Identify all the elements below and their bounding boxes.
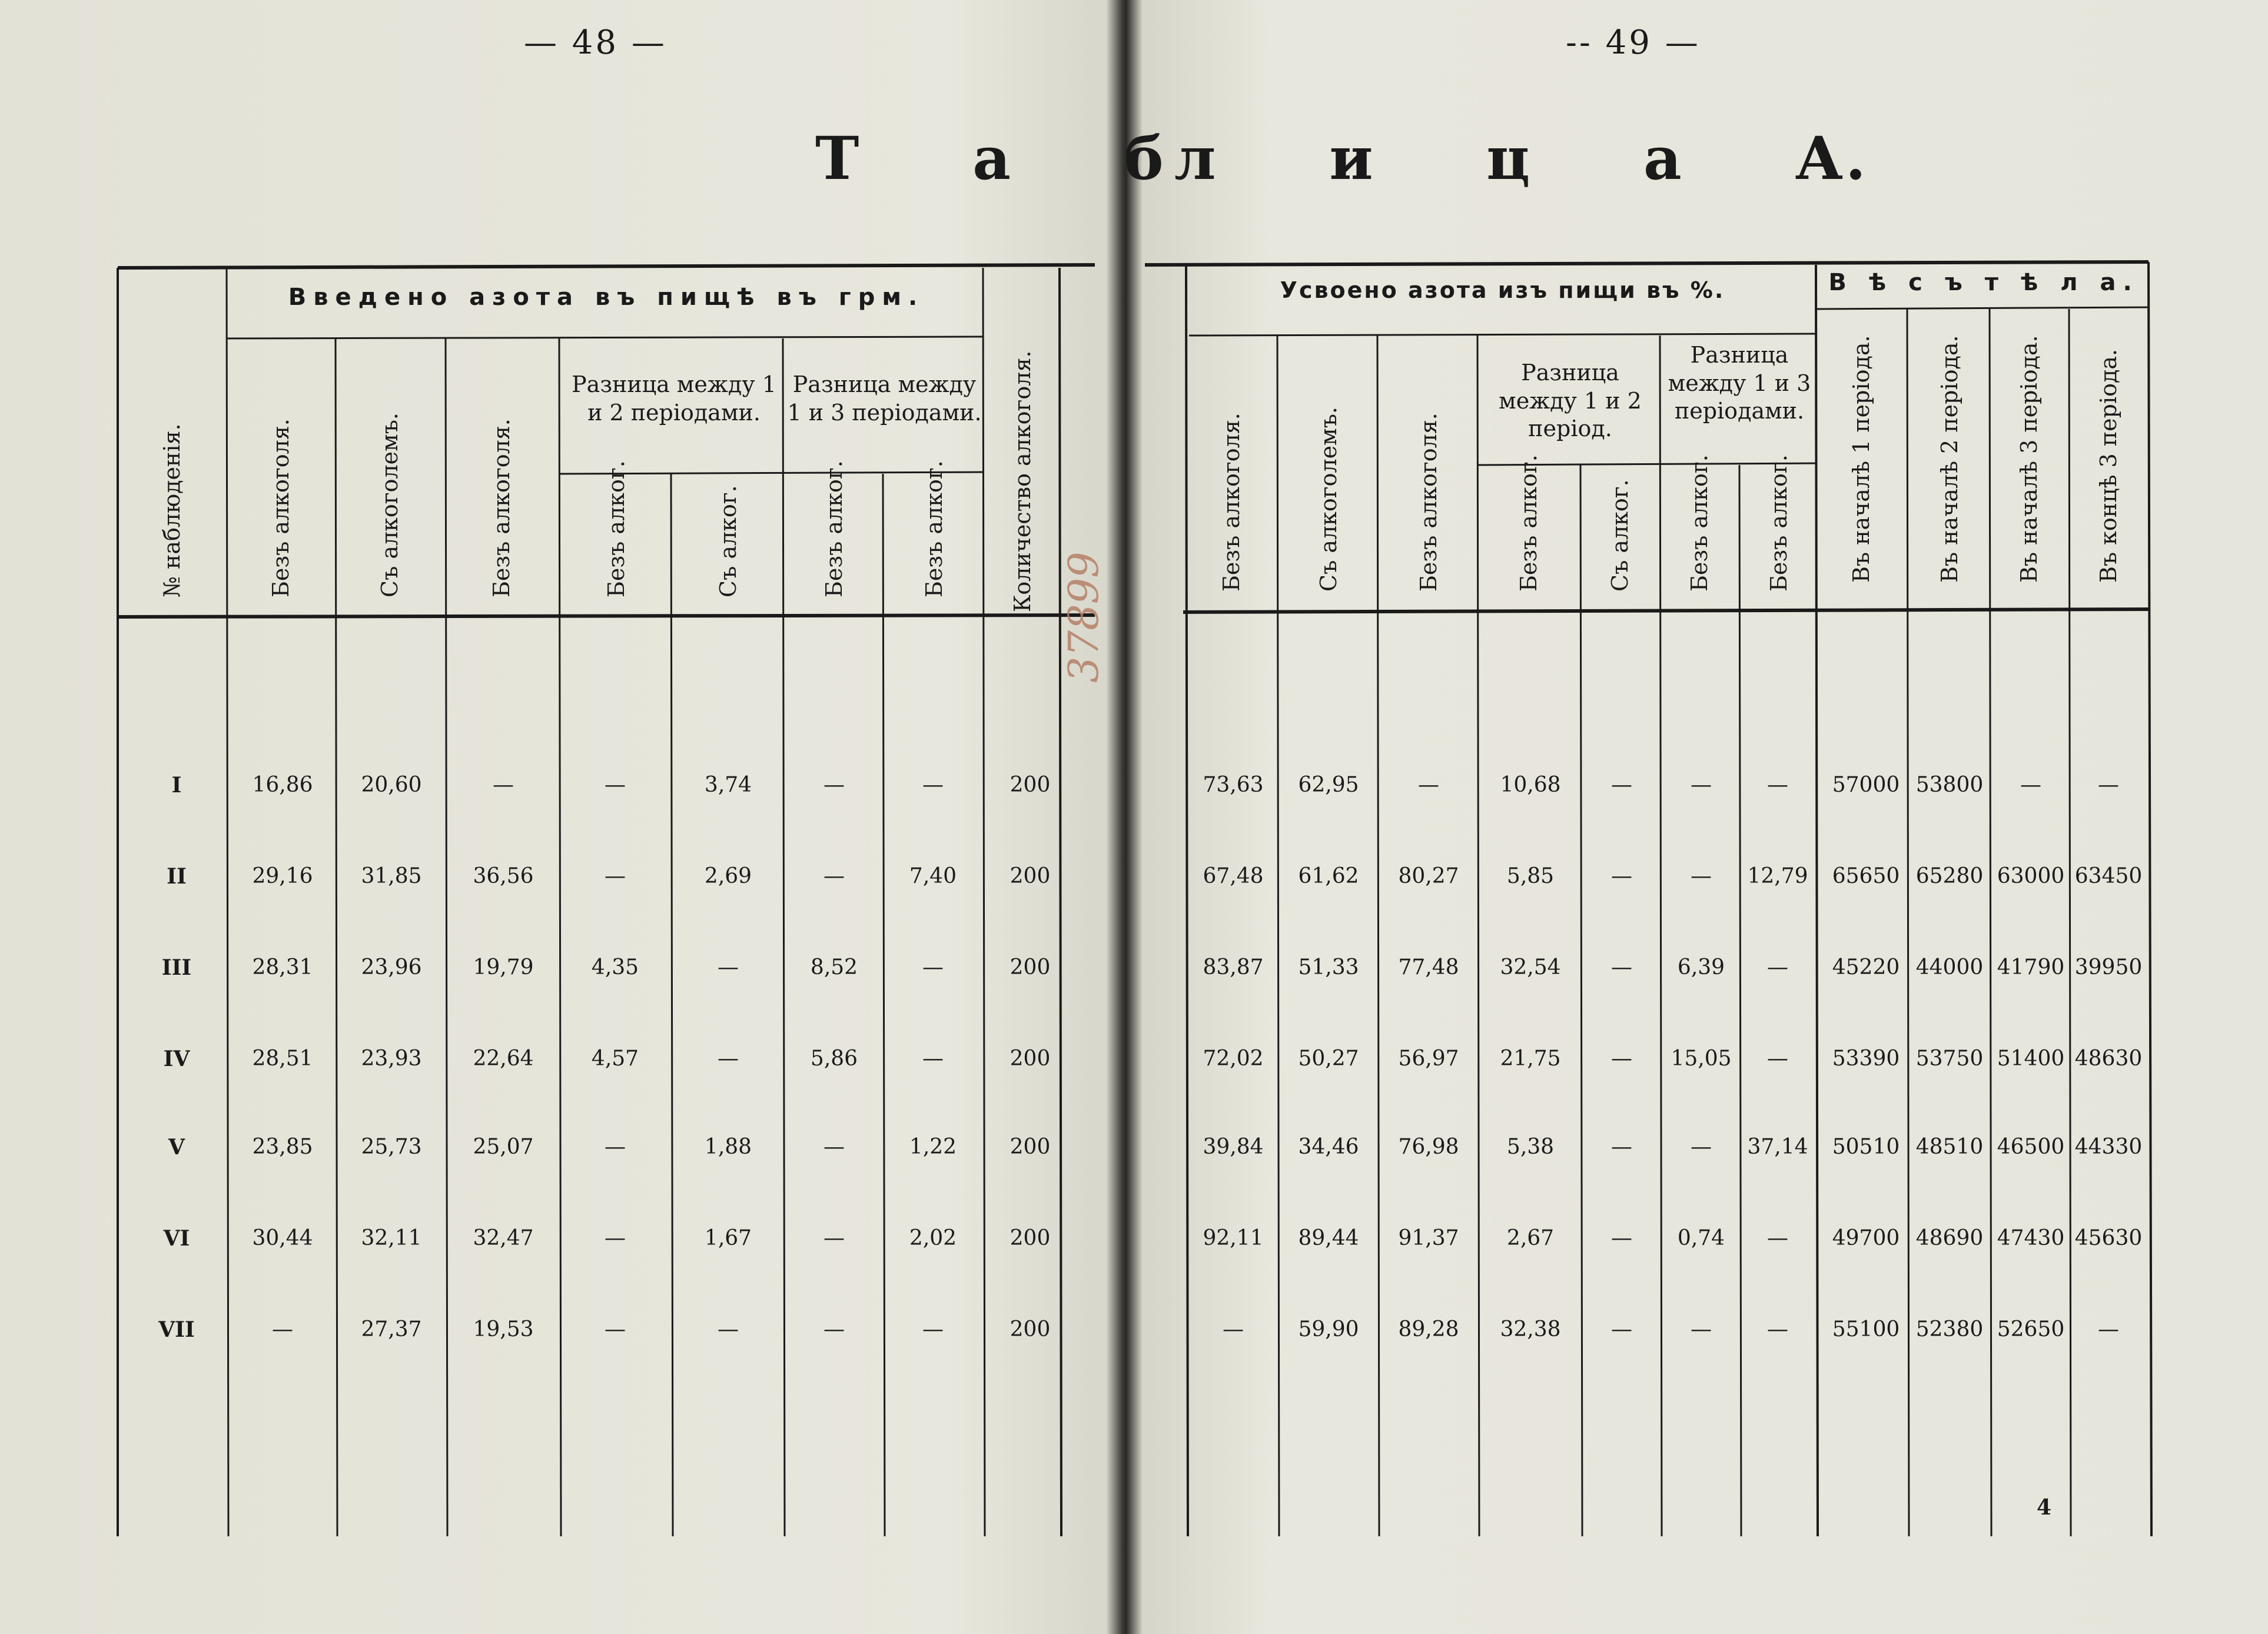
right-table-cell: 6,39: [1677, 955, 1725, 979]
left-table-cell: —: [605, 864, 626, 888]
left-table-cell: 23,93: [361, 1047, 422, 1071]
signature-mark: 4: [2037, 1495, 2052, 1520]
left-table-cell: —: [605, 1226, 626, 1250]
right-table-cell: 48510: [1915, 1135, 1984, 1159]
left-table-cell: 36,56: [473, 864, 534, 888]
right-table-cell: —: [1767, 1226, 1788, 1250]
left-table-cell: 28,31: [252, 955, 313, 979]
left-table-cell: —: [823, 773, 845, 797]
left-col-alcohol-amount: Количество алкоголя.: [1010, 350, 1035, 612]
right-table-cell: 5,38: [1506, 1135, 1555, 1159]
left-col-observation-num: № наблюденія.: [159, 423, 185, 597]
row-number: VII: [158, 1317, 195, 1342]
right-group-header: Усвоено азота изъ пищи въ %.: [1280, 277, 1725, 303]
body-weight-header: В ѣ с ъ т ѣ л а.: [1828, 269, 2139, 296]
right-table-cell: 37,14: [1747, 1135, 1808, 1159]
left-table-cell: 19,79: [473, 955, 534, 979]
left-table-cell: 23,96: [361, 955, 422, 979]
right-table-cell: 45220: [1832, 955, 1900, 979]
left-table-cell: —: [922, 1047, 944, 1071]
row-number: III: [161, 955, 192, 980]
right-table-cell: 50,27: [1298, 1047, 1359, 1071]
left-table-cell: 16,86: [252, 773, 313, 797]
right-table-cell: 5,85: [1506, 864, 1555, 888]
right-table-cell: 47430: [1997, 1226, 2065, 1250]
right-table-cell: —: [2098, 773, 2119, 797]
left-table-cell: —: [823, 1226, 845, 1250]
table-title-right: л и ц а А.: [1174, 124, 1868, 193]
right-table-cell: 73,63: [1203, 773, 1264, 797]
left-table-cell: —: [823, 864, 845, 888]
right-table-cell: 89,44: [1298, 1226, 1359, 1250]
right-col-diff12-without: Безъ алког.: [1516, 454, 1542, 592]
right-table-cell: 39950: [2074, 955, 2143, 979]
right-col-diff12-with: Съ алког.: [1607, 479, 1633, 592]
row-number: IV: [163, 1047, 190, 1071]
right-table-cell: 52380: [1915, 1317, 1984, 1341]
right-table-cell: 57000: [1832, 773, 1900, 797]
right-table-cell: 80,27: [1398, 864, 1459, 888]
right-table-cell: 10,68: [1500, 773, 1561, 797]
right-table-cell: 21,75: [1500, 1047, 1561, 1071]
left-table-cell: —: [922, 955, 944, 979]
right-table-cell: 63000: [1997, 864, 2065, 888]
left-table-cell: 23,85: [252, 1135, 313, 1159]
left-table-cell: 20,60: [361, 773, 422, 797]
left-table-cell: 5,86: [810, 1047, 858, 1071]
right-table-cell: —: [1611, 773, 1632, 797]
right-table-cell: 15,05: [1671, 1047, 1732, 1071]
right-table-cell: 41790: [1997, 955, 2065, 979]
left-table-cell: 22,64: [473, 1047, 534, 1071]
right-col-with-alcohol: Съ алкоголемъ.: [1316, 407, 1341, 592]
row-number: V: [168, 1135, 185, 1160]
right-table-cell: 51,33: [1298, 955, 1359, 979]
page-number-left: — 48 —: [524, 24, 667, 62]
left-col-diff12-with: Съ алког.: [715, 485, 741, 597]
table-title-left: Т а б: [815, 124, 1166, 193]
left-table-cell: 30,44: [252, 1226, 313, 1250]
left-table-cell: 25,73: [361, 1135, 422, 1159]
right-diff13-header: Разница между 1 и 3 періодами.: [1668, 342, 1811, 424]
handwritten-catalog-note: 37899: [1060, 552, 1108, 683]
left-table-cell: 31,85: [361, 864, 422, 888]
page-number-right: -- 49 —: [1566, 24, 1701, 62]
right-table-cell: —: [2020, 773, 2041, 797]
right-table-cell: —: [1611, 864, 1632, 888]
left-col-with-alcohol: Съ алкоголемъ.: [377, 413, 403, 597]
right-table-cell: 51400: [1997, 1047, 2065, 1071]
right-table-cell: 55100: [1832, 1317, 1900, 1341]
left-col-without-alcohol-3: Безъ алкоголя.: [489, 419, 514, 597]
right-table-cell: 53390: [1832, 1047, 1900, 1071]
left-table-cell: 200: [1010, 1226, 1051, 1250]
left-table-cell: —: [605, 773, 626, 797]
left-table-cell: 200: [1010, 773, 1051, 797]
right-table-cell: —: [1767, 1317, 1788, 1341]
row-number: II: [167, 864, 187, 889]
left-col-diff12-without: Безъ алког.: [603, 460, 629, 597]
right-table-cell: 61,62: [1298, 864, 1359, 888]
left-table-cell: 2,69: [704, 864, 752, 888]
row-number: VI: [163, 1226, 190, 1251]
left-table-cell: 7,40: [909, 864, 957, 888]
right-table-cell: 67,48: [1203, 864, 1264, 888]
left-table-cell: 200: [1010, 1135, 1051, 1159]
right-table-cell: 32,54: [1500, 955, 1561, 979]
right-table-cell: 65650: [1832, 864, 1900, 888]
right-table-cell: 53750: [1915, 1047, 1984, 1071]
right-table-cell: 46500: [1997, 1135, 2065, 1159]
left-table-cell: 8,52: [810, 955, 858, 979]
right-table-cell: 2,67: [1506, 1226, 1555, 1250]
right-col-without-alcohol-3: Безъ алкоголя.: [1416, 413, 1442, 592]
right-table-cell: 32,38: [1500, 1317, 1561, 1341]
right-table-cell: 62,95: [1298, 773, 1359, 797]
left-col-diff13-without-a: Безъ алког.: [821, 460, 847, 597]
left-table-cell: —: [718, 955, 739, 979]
right-table-cell: 0,74: [1677, 1226, 1725, 1250]
left-col-without-alcohol-1: Безъ алкоголя.: [268, 419, 294, 597]
left-table-cell: —: [922, 773, 944, 797]
left-table-cell: 3,74: [704, 773, 752, 797]
right-table-cell: 44330: [2074, 1135, 2143, 1159]
right-table-cell: 56,97: [1398, 1047, 1459, 1071]
right-table-cell: 48630: [2074, 1047, 2143, 1071]
right-col-weight-start-2: Въ началѣ 2 періода.: [1937, 335, 1962, 583]
right-table-cell: —: [1691, 773, 1712, 797]
right-table-cell: 92,11: [1203, 1226, 1264, 1250]
right-table-cell: 45630: [2074, 1226, 2143, 1250]
right-table-cell: —: [1767, 773, 1788, 797]
row-number: I: [171, 773, 182, 798]
right-table-cell: 89,28: [1398, 1317, 1459, 1341]
right-table-cell: —: [2098, 1317, 2119, 1341]
right-table-cell: 63450: [2074, 864, 2143, 888]
left-table-cell: 1,67: [704, 1226, 752, 1250]
right-diff12-header: Разница между 1 и 2 період.: [1499, 360, 1642, 441]
left-diff12-header: Разница между 1 и 2 періодами.: [572, 371, 776, 426]
left-table-cell: 200: [1010, 955, 1051, 979]
right-col-weight-end-3: Въ концѣ 3 періода.: [2096, 348, 2121, 583]
left-diff13-header: Разница между 1 и 3 періодами.: [787, 371, 982, 426]
right-table-cell: —: [1691, 1317, 1712, 1341]
left-table-cell: —: [718, 1047, 739, 1071]
right-table-cell: 12,79: [1747, 864, 1808, 888]
right-table-cell: 72,02: [1203, 1047, 1264, 1071]
right-col-diff13-without-a: Безъ алког.: [1686, 454, 1712, 592]
right-table-cell: 44000: [1915, 955, 1984, 979]
left-table-cell: 28,51: [252, 1047, 313, 1071]
left-table-cell: 200: [1010, 864, 1051, 888]
right-table-cell: —: [1611, 1317, 1632, 1341]
right-table-cell: —: [1691, 864, 1712, 888]
left-table-cell: 19,53: [473, 1317, 534, 1341]
left-table-cell: 1,22: [909, 1135, 957, 1159]
right-table-cell: —: [1691, 1135, 1712, 1159]
right-table-cell: —: [1611, 1226, 1632, 1250]
left-table-cell: —: [493, 773, 514, 797]
right-table-cell: 59,90: [1298, 1317, 1359, 1341]
right-table-cell: 83,87: [1203, 955, 1264, 979]
right-table-cell: 48690: [1915, 1226, 1984, 1250]
right-table-cell: —: [1767, 1047, 1788, 1071]
right-table-cell: 52650: [1997, 1317, 2065, 1341]
left-table-cell: —: [272, 1317, 293, 1341]
left-table-cell: 4,57: [591, 1047, 639, 1071]
right-table-cell: 49700: [1832, 1226, 1900, 1250]
right-col-diff13-without-b: Безъ алког.: [1766, 454, 1792, 592]
left-table-cell: 200: [1010, 1047, 1051, 1071]
right-table-cell: —: [1418, 773, 1439, 797]
right-table-cell: 91,37: [1398, 1226, 1459, 1250]
right-table-cell: —: [1611, 955, 1632, 979]
left-table-cell: 32,11: [361, 1226, 422, 1250]
left-table-cell: 25,07: [473, 1135, 534, 1159]
right-table-cell: 50510: [1832, 1135, 1900, 1159]
right-table-cell: —: [1611, 1047, 1632, 1071]
left-table-cell: —: [605, 1135, 626, 1159]
right-table-cell: —: [1611, 1135, 1632, 1159]
left-table-cell: 200: [1010, 1317, 1051, 1341]
left-table-cell: 1,88: [704, 1135, 752, 1159]
right-table-cell: 53800: [1915, 773, 1984, 797]
left-table-cell: 27,37: [361, 1317, 422, 1341]
right-table-cell: 77,48: [1398, 955, 1459, 979]
right-table-cell: 76,98: [1398, 1135, 1459, 1159]
right-col-weight-start-3: Въ началѣ 3 періода.: [2016, 335, 2042, 583]
left-table-cell: —: [823, 1135, 845, 1159]
left-table-cell: —: [605, 1317, 626, 1341]
left-table-cell: —: [823, 1317, 845, 1341]
left-table-cell: 29,16: [252, 864, 313, 888]
left-table-cell: 2,02: [909, 1226, 957, 1250]
left-table-cell: 4,35: [591, 955, 639, 979]
right-table-cell: 34,46: [1298, 1135, 1359, 1159]
left-table-cell: —: [718, 1317, 739, 1341]
right-col-without-alcohol-1: Безъ алкоголя.: [1218, 413, 1244, 592]
right-table-cell: —: [1223, 1317, 1244, 1341]
left-table-cell: 32,47: [473, 1226, 534, 1250]
right-table-cell: 39,84: [1203, 1135, 1264, 1159]
left-table-cell: —: [922, 1317, 944, 1341]
left-col-diff13-without-b: Безъ алког.: [921, 460, 947, 597]
right-table-cell: 65280: [1915, 864, 1984, 888]
left-group-header: Введено азота въ пищѣ въ грм.: [288, 284, 925, 311]
right-table-cell: —: [1767, 955, 1788, 979]
right-col-weight-start-1: Въ началѣ 1 періода.: [1848, 335, 1874, 583]
